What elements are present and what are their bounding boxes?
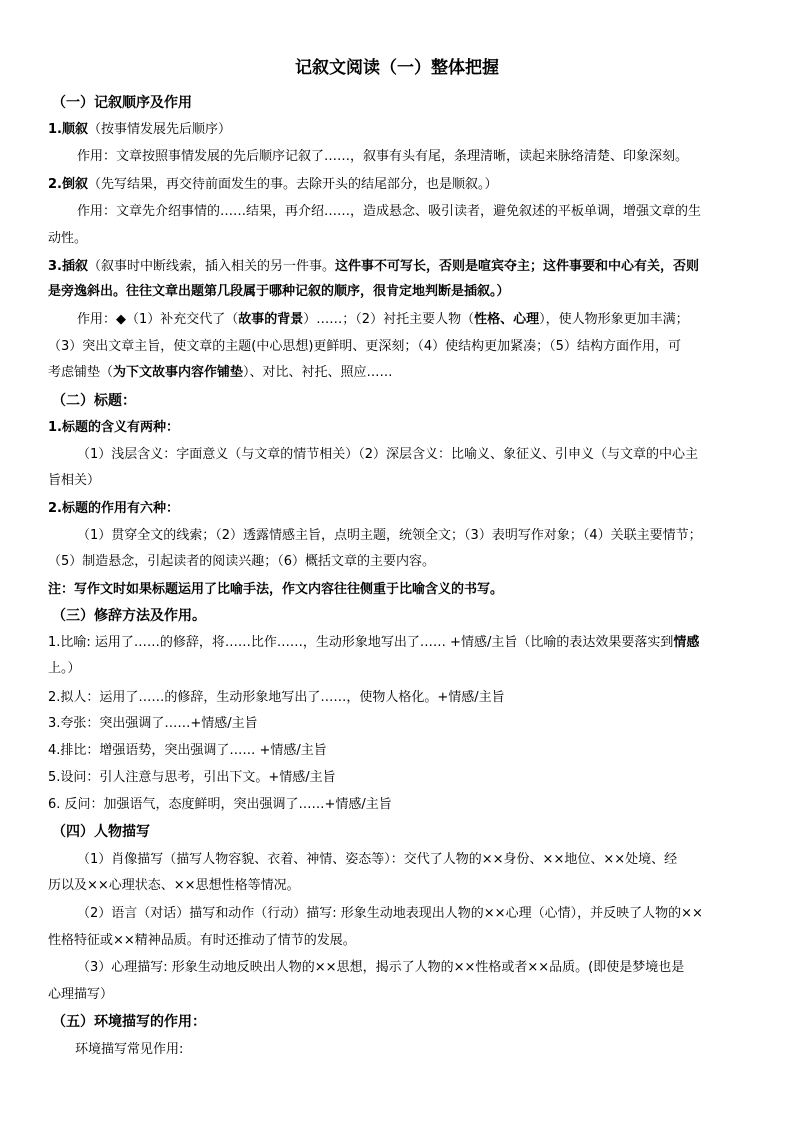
section-heading-narrative-order: （一）记叙顺序及作用 bbox=[52, 95, 192, 111]
chronological-order-item bbox=[48, 121, 231, 139]
flashback-effect-line-2: 动性。 bbox=[48, 231, 88, 246]
chronological-order-label: 1.顺叙 bbox=[48, 122, 88, 137]
interposed-effect-1c: ）……；（2）衬托主要人物（ bbox=[303, 312, 475, 327]
interposed-effect-1a: 作用：◆（1）补充交代了（ bbox=[77, 312, 239, 327]
section-heading-character: （四）人物描写 bbox=[52, 824, 150, 840]
flashback-item bbox=[48, 176, 498, 194]
rhetoric-rhetorical-question: 5.设问：引人注意与思考，引出下文。+情感/主旨 bbox=[48, 770, 336, 785]
interposed-effect-line-1 bbox=[77, 311, 689, 329]
rhetoric-parallelism: 4.排比：增强语势，突出强调了…… +情感/主旨 bbox=[48, 743, 327, 758]
title-function-label: 2.标题的作用有六种： bbox=[48, 501, 179, 516]
speech-action-description-line-2: 性格特征或××精神品质。有时还推动了情节的发展。 bbox=[48, 933, 356, 948]
title-meaning-label: 1.标题的含义有两种： bbox=[48, 420, 179, 435]
rhetoric-hyperbole: 3.夸张：突出强调了……+情感/主旨 bbox=[48, 716, 258, 731]
environment-common-functions: 环境描写常见作用: bbox=[75, 1042, 184, 1057]
interposed-narration-label: 3.插叙 bbox=[48, 259, 88, 274]
psychological-description-line-1: （3）心理描写: 形象生动地反映出人物的××思想，揭示了人物的××性格或者××品质。(即使是梦境也是 bbox=[77, 960, 685, 975]
chronological-order-desc: （按事情发展先后顺序） bbox=[87, 122, 231, 137]
flashback-desc: （先写结果，再交待前面发生的事。去除开头的结尾部分，也是顺叙。） bbox=[87, 177, 498, 192]
rhetoric-counter-question: 6. 反问：加强语气，态度鲜明，突出强调了……+情感/主旨 bbox=[48, 797, 392, 812]
interposed-effect-line-2: （3）突出文章主旨，使文章的主题(中心思想)更鲜明、更深刻；（4）使结构更加紧凑；（5）结构方面作用，可 bbox=[48, 339, 681, 354]
rhetoric-metaphor bbox=[48, 634, 699, 652]
chronological-order-effect: 作用：文章按照事情发展的先后顺序记叙了……，叙事有头有尾，条理清晰，读起来脉络清楚、印象深刻。 bbox=[77, 149, 689, 164]
title-meaning-line-1: （1）浅层含义：字面意义（与文章的情节相关）（2）深层含义：比喻义、象征义、引申义（与文章的中心主 bbox=[77, 447, 699, 462]
flashback-label: 2.倒叙 bbox=[48, 177, 88, 192]
interposed-effect-1d: 性格、心理 bbox=[474, 312, 540, 327]
rhetoric-metaphor-cont: 上。） bbox=[48, 661, 81, 676]
interposed-narration-bold-1: 这件事不可写长，否则是喧宾夺主；这件事要和中心有关，否则 bbox=[335, 259, 700, 274]
interposed-narration-item bbox=[48, 258, 699, 276]
interposed-effect-1b: 故事的背景 bbox=[238, 312, 304, 327]
rhetoric-metaphor-emphasis: 情感 bbox=[673, 635, 700, 650]
portrait-description-line-1: （1）肖像描写（描写人物容貌、衣着、神情、姿态等）：交代了人物的××身份、××地位、××处境、经 bbox=[77, 852, 678, 867]
title-meaning-line-2: 旨相关） bbox=[48, 473, 101, 488]
interposed-effect-1e: ），使人物形象更加丰满； bbox=[539, 312, 689, 327]
speech-action-description-line-1: （2）语言（对话）描写和动作（行动）描写: 形象生动地表现出人物的××心理（心情），并反映了人物的×× bbox=[77, 906, 703, 921]
rhetoric-metaphor-text: 1.比喻: 运用了……的修辞，将……比作……，生动形象地写出了…… +情感/主旨（比喻的表达效果要落实到 bbox=[48, 635, 674, 650]
page-title: 记叙文阅读（一）整体把握 bbox=[295, 58, 499, 78]
rhetoric-personification: 2.拟人：运用了……的修辞，生动形象地写出了……，使物人格化。+情感/主旨 bbox=[48, 690, 505, 705]
interposed-narration-bold-2: 是旁逸斜出。往往文章出题第几段属于哪种记叙的顺序，很肯定地判断是插叙。） bbox=[48, 284, 510, 299]
interposed-narration-desc: （叙事时中断线索，插入相关的另一件事。 bbox=[87, 259, 335, 274]
interposed-effect-line-3 bbox=[48, 364, 393, 382]
interposed-effect-3c: ）、对比、衬托、照应…… bbox=[243, 365, 393, 380]
interposed-effect-3a: 考虑铺垫（ bbox=[48, 365, 114, 380]
title-note: 注：写作文时如果标题运用了比喻手法，作文内容往往侧重于比喻含义的书写。 bbox=[48, 582, 504, 597]
interposed-effect-3b: 为下文故事内容作铺垫 bbox=[113, 365, 244, 380]
flashback-effect-line-1: 作用：文章先介绍事情的……结果，再介绍……，造成悬念、吸引读者，避免叙述的平板单调，增强文章的生 bbox=[77, 204, 702, 219]
title-function-line-1: （1）贯穿全文的线索；（2）透露情感主旨，点明主题，统领全文；（3）表明写作对象；（4）关联主要情节； bbox=[77, 528, 702, 543]
title-function-line-2: （5）制造悬念，引起读者的阅读兴趣；（6）概括文章的主要内容。 bbox=[48, 554, 436, 569]
section-heading-rhetoric: （三）修辞方法及作用。 bbox=[52, 608, 206, 624]
portrait-description-line-2: 历以及××心理状态、××思想性格等情况。 bbox=[48, 878, 300, 893]
section-heading-title: （二）标题： bbox=[52, 393, 136, 409]
section-heading-environment: （五）环境描写的作用： bbox=[52, 1014, 206, 1030]
psychological-description-line-2: 心理描写） bbox=[48, 987, 114, 1002]
